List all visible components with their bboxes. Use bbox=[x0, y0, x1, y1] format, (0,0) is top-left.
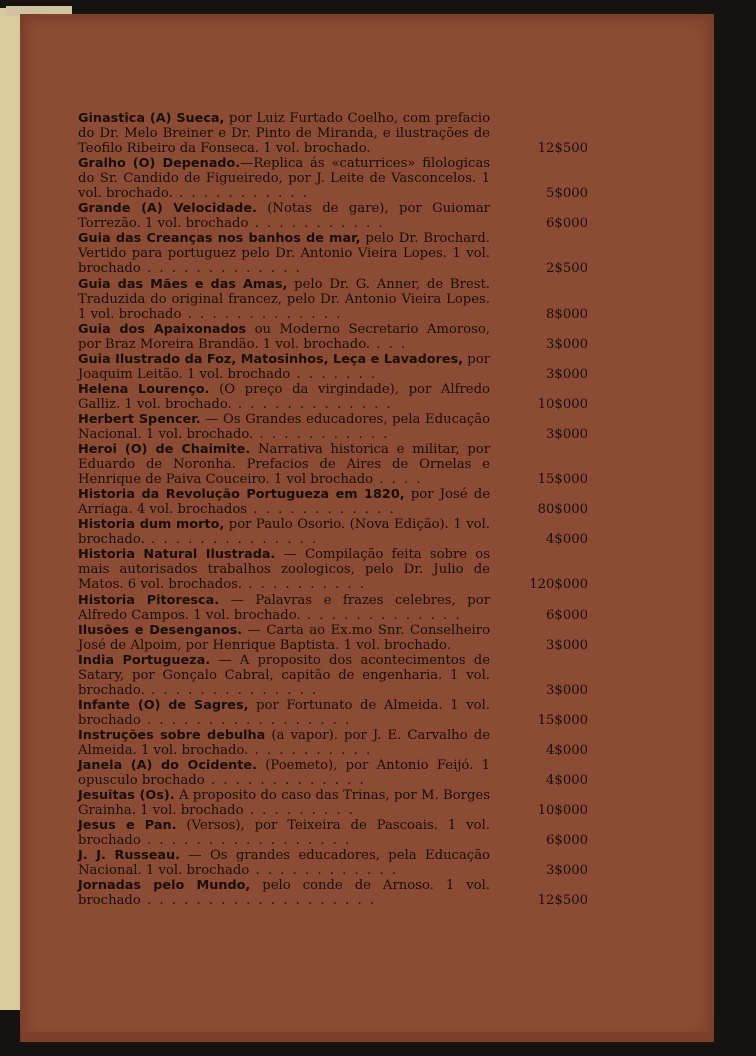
entry-description bbox=[78, 593, 490, 623]
entry-title: Ginastica (A) Sueca, bbox=[78, 111, 225, 126]
entry-text: — Palavras e frazes celebres, por Alfredo Campos. 1 vol. brochado. bbox=[78, 592, 490, 623]
entry-text: — Os Grandes educadores, pela Educação Nacional. 1 vol. brochado. bbox=[78, 411, 491, 442]
entry-title: Guia dos Apaixonados bbox=[78, 321, 247, 337]
catalogue-entry bbox=[78, 878, 598, 908]
entry-title: Ilusões e Desenganos. bbox=[78, 622, 243, 638]
entry-text: pelo Dr. G. Anner, de Brest. Traduzida do original francez, pelo Dr. Antonio Vieira Lopes. 1 vol. brochado bbox=[78, 276, 490, 322]
entry-title: Gralho (O) Depenado. bbox=[78, 156, 241, 172]
entry-price: 3$000 bbox=[546, 863, 588, 879]
entry-price: 6$000 bbox=[546, 216, 588, 232]
leader-dots: . . . . . . . . . . . bbox=[172, 186, 309, 202]
catalogue-entry bbox=[78, 412, 598, 442]
entry-description bbox=[78, 412, 490, 442]
entry-price: 10$000 bbox=[537, 396, 588, 412]
entry-description bbox=[78, 818, 490, 848]
entry-price: 8$000 bbox=[546, 306, 588, 322]
entry-title: J. J. Russeau. bbox=[78, 848, 181, 864]
entry-description bbox=[78, 547, 490, 592]
entry-description bbox=[78, 201, 490, 231]
catalogue-entry bbox=[78, 201, 598, 231]
entry-description bbox=[78, 442, 490, 487]
entry-text: A proposito do caso das Trinas, por M. Borges Grainha. 1 vol. brochado bbox=[78, 788, 490, 819]
entry-description bbox=[78, 623, 490, 653]
leader-dots: . . . . . . . . . . . . . bbox=[204, 773, 366, 789]
catalogue-entry bbox=[78, 698, 598, 728]
entry-title: Historia Natural Ilustrada. bbox=[78, 547, 276, 563]
leader-dots: . . . . . . . . . . . . . . bbox=[144, 682, 319, 698]
entry-title: Historia Pitoresca. bbox=[78, 592, 220, 608]
entry-description bbox=[78, 231, 490, 276]
entry-title: Jesuitas (Os). bbox=[78, 788, 175, 804]
entry-description bbox=[78, 156, 490, 201]
catalogue-entry bbox=[78, 788, 598, 818]
leader-dots: . . . . . . . . . . . . . bbox=[300, 607, 462, 623]
entry-price: 6$000 bbox=[546, 833, 588, 849]
leader-dots: . . . . . . . . . . . bbox=[248, 216, 385, 232]
catalogue-entry bbox=[78, 623, 598, 653]
entry-price: 12$500 bbox=[537, 893, 588, 909]
leader-dots: . . . . . . . . . . . . . bbox=[140, 261, 302, 277]
leader-dots: . . . . . . . . . . . . . . . . . bbox=[140, 712, 352, 728]
entry-text: por Joaquim Leitão. 1 vol. brochado bbox=[78, 351, 490, 382]
entry-title: Guia das Creanças nos banhos de mar, bbox=[78, 231, 361, 247]
entry-price: 2$500 bbox=[546, 261, 588, 277]
entry-price: 5$000 bbox=[546, 186, 588, 202]
entry-text: — Compilação feita sobre os mais autorisados trabalhos zoologicos, pelo Dr. Julio de Matos. 6 vol. brochados. bbox=[78, 547, 491, 593]
catalogue-entry bbox=[78, 277, 598, 322]
entry-description bbox=[78, 758, 490, 788]
entry-title: Infante (O) de Sagres, bbox=[78, 697, 249, 713]
entry-title: Historia dum morto, bbox=[78, 517, 225, 533]
catalogue-entry bbox=[78, 111, 598, 156]
catalogue-entry bbox=[78, 442, 598, 487]
catalogue-entry bbox=[78, 382, 598, 412]
catalogue-entry bbox=[78, 728, 598, 758]
catalogue-entry bbox=[78, 322, 598, 352]
entry-description bbox=[78, 382, 490, 412]
entry-price: 6$000 bbox=[546, 607, 588, 623]
entry-text: (O preço da virgindade), por Alfredo Galliz. 1 vol. brochado. bbox=[78, 381, 490, 412]
entry-text: por Fortunato de Almeida. 1 vol. brochado bbox=[78, 697, 490, 728]
leader-dots: . . . . . . . bbox=[290, 366, 378, 382]
entry-title: Helena Lourenço. bbox=[78, 381, 210, 397]
catalogue-entry bbox=[78, 758, 598, 788]
catalogue-entry bbox=[78, 352, 598, 382]
entry-text: (Poemeto), por Antonio Feijó. 1 opusculo brochado bbox=[78, 758, 490, 789]
leader-dots: . . . . . . . . . bbox=[243, 803, 356, 819]
entry-description bbox=[78, 788, 490, 818]
entry-text: ou Moderno Secretario Amoroso, por Braz Moreira Brandão. 1 vol. brochado. bbox=[78, 321, 490, 352]
leader-dots: . . . . . . . . . . . . . . bbox=[144, 532, 319, 548]
entry-title: India Portugueza. bbox=[78, 652, 211, 668]
leader-dots: . . . . . . . . . . . . . bbox=[181, 306, 343, 322]
entry-title: Grande (A) Velocidade. bbox=[78, 201, 257, 217]
entry-text: por Luiz Furtado Coelho, com prefacio do Dr. Melo Breiner e Dr. Pinto de Miranda, e ilustrações de Teofilo Ribeiro da Fonseca. 1 vol. brochado. bbox=[78, 111, 491, 157]
entry-price: 120$000 bbox=[529, 577, 588, 593]
entry-description bbox=[78, 848, 490, 878]
entry-price: 3$000 bbox=[546, 682, 588, 698]
leader-dots: . . . . . . . . . . . . bbox=[247, 502, 396, 518]
entry-title: Jesus e Pan. bbox=[78, 818, 177, 834]
entry-title: Historia da Revolução Portugueza em 1820, bbox=[78, 487, 405, 503]
entry-price: 15$000 bbox=[537, 472, 588, 488]
entry-text: (a vapor). por J. E. Carvalho de Almeida. 1 vol. brochado. bbox=[78, 727, 490, 758]
book-catalogue-list bbox=[78, 111, 598, 908]
leader-dots: . . . . . . . . . . . . . . . . . . . bbox=[140, 893, 377, 909]
entry-text: —Replica ás «caturrices» filologicas do Sr. Candido de Figueiredo, por J. Leite de Vasconcelos. 1 vol. brochado. bbox=[78, 156, 490, 202]
catalogue-entry bbox=[78, 593, 598, 623]
leader-dots: . . . . . . . . . . . bbox=[253, 426, 390, 442]
entry-text: (Notas de gare), por Guiomar Torrezão. 1 vol. brochado bbox=[78, 201, 490, 232]
entry-text: Narrativa historica e militar, por Eduardo de Noronha. Prefacios de Aires de Ornelas e Henrique de Paiva Couceiro. 1 vol brochado bbox=[78, 442, 491, 488]
entry-text: por José de Arriaga. 4 vol. brochados bbox=[78, 487, 490, 518]
entry-description bbox=[78, 728, 490, 758]
leader-dots: . . . . bbox=[373, 472, 423, 488]
entry-title: Guia Ilustrado da Foz, Matosinhos, Leça e Lavadores, bbox=[78, 351, 464, 367]
entry-title: Heroi (O) de Chaimite. bbox=[78, 442, 251, 458]
entry-text: (Versos), por Teixeira de Pascoais. 1 vol. brochado bbox=[78, 818, 490, 849]
entry-price: 10$000 bbox=[537, 803, 588, 819]
leader-dots: . . . . . . . . . . . . bbox=[249, 863, 398, 879]
entry-price: 4$000 bbox=[546, 742, 588, 758]
entry-text: pelo Dr. Brochard. Vertido para portuguez pelo Dr. Antonio Vieira Lopes. 1 vol. brochado bbox=[78, 231, 490, 277]
entry-text: por Paulo Osorio. (Nova Edição). 1 vol. brochado. bbox=[78, 517, 490, 548]
leader-dots: . . . . . . . . . . . . . . . . . bbox=[140, 833, 352, 849]
leader-dots: . . . . . . . . . . bbox=[242, 577, 366, 593]
entry-price: 80$000 bbox=[537, 502, 588, 518]
leader-dots: . . . bbox=[370, 336, 408, 352]
entry-title: Janela (A) do Ocidente. bbox=[78, 758, 257, 774]
catalogue-entry bbox=[78, 231, 598, 276]
entry-price: 3$000 bbox=[546, 366, 588, 382]
entry-text: — Os grandes educadores, pela Educação Nacional. 1 vol. brochado bbox=[78, 848, 490, 879]
catalogue-entry bbox=[78, 818, 598, 848]
entry-description bbox=[78, 878, 490, 908]
entry-text: — Carta ao Ex.mo Snr. Conselheiro José de Alpoim, por Henrique Baptista. 1 vol. brochado. bbox=[78, 622, 491, 653]
entry-price: 3$000 bbox=[546, 426, 588, 442]
leader-dots: . . . . . . . . . . . . . bbox=[231, 396, 393, 412]
entry-title: Herbert Spencer. bbox=[78, 411, 201, 427]
catalogue-entry bbox=[78, 156, 598, 201]
entry-description bbox=[78, 322, 490, 352]
catalogue-entry bbox=[78, 653, 598, 698]
entry-description bbox=[78, 653, 490, 698]
leader-dots: . . . . . . . . . . bbox=[248, 742, 373, 758]
catalogue-entry bbox=[78, 848, 598, 878]
entry-price: 3$000 bbox=[546, 336, 588, 352]
catalogue-entry bbox=[78, 487, 598, 517]
entry-price: 12$500 bbox=[537, 141, 588, 157]
entry-title: Instruções sobre debulha bbox=[78, 727, 266, 743]
entry-description bbox=[78, 698, 490, 728]
catalogue-entry bbox=[78, 547, 598, 592]
catalogue-entry bbox=[78, 517, 598, 547]
entry-description bbox=[78, 352, 490, 382]
entry-title: Jornadas pelo Mundo, bbox=[78, 878, 251, 894]
entry-description bbox=[78, 487, 490, 517]
entry-title: Guia das Mães e das Amas, bbox=[78, 276, 288, 292]
entry-price: 4$000 bbox=[546, 773, 588, 789]
entry-description bbox=[78, 277, 490, 322]
cover-bottom-edge bbox=[22, 1032, 712, 1042]
entry-text: pelo conde de Arnoso. 1 vol. brochado bbox=[78, 878, 491, 909]
entry-price: 3$000 bbox=[546, 637, 588, 653]
entry-price: 15$000 bbox=[537, 712, 588, 728]
entry-description bbox=[78, 517, 490, 547]
entry-text: — A proposito dos acontecimentos de Satary, por Gonçalo Cabral, capitão de engenharia. 1 vol. brochado. bbox=[78, 652, 490, 698]
entry-description bbox=[78, 111, 490, 156]
entry-price: 4$000 bbox=[546, 532, 588, 548]
